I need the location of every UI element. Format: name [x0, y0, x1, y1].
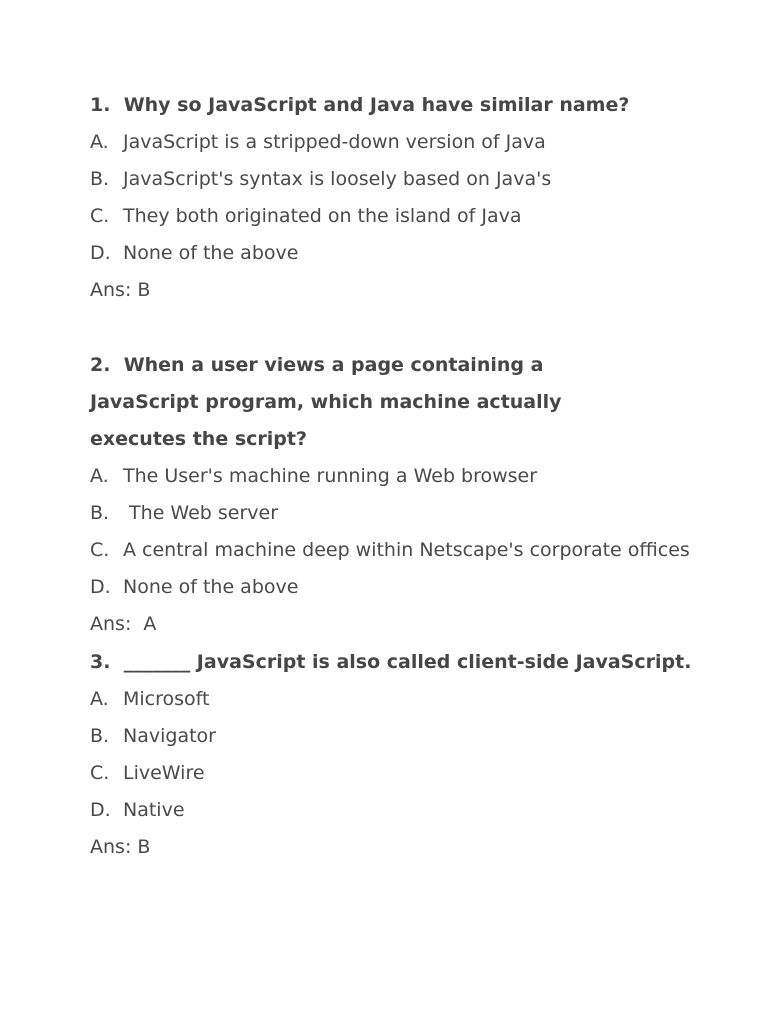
question-2-stem — [90, 347, 650, 458]
option-d — [90, 792, 730, 829]
option-letter: C. — [90, 539, 110, 561]
answer-line: Ans: A — [90, 613, 157, 635]
option-a — [90, 124, 730, 161]
option-b — [90, 718, 730, 755]
option-c — [90, 755, 730, 792]
option-b — [90, 161, 730, 198]
option-letter: B. — [90, 502, 110, 524]
option-text: LiveWire — [123, 762, 205, 784]
question-number: 3. — [90, 651, 111, 673]
option-a — [90, 458, 650, 495]
option-text: None of the above — [123, 242, 299, 264]
question-3-stem — [90, 644, 730, 681]
option-letter: A. — [90, 465, 109, 487]
option-text: The Web server — [123, 502, 279, 524]
option-letter: B. — [90, 168, 110, 190]
option-text: A central machine deep within Netscape's corporate offices — [123, 539, 690, 561]
question-1 — [90, 87, 730, 309]
option-letter: D. — [90, 576, 111, 598]
option-a — [90, 681, 730, 718]
option-text: They both originated on the island of Java — [123, 205, 522, 227]
question-2 — [90, 347, 690, 643]
option-letter: A. — [90, 131, 109, 153]
question-number: 1. — [90, 94, 111, 116]
option-d — [90, 569, 650, 606]
question-1-stem — [90, 87, 730, 124]
option-c — [90, 532, 690, 569]
question-text: Why so JavaScript and Java have similar name? — [123, 94, 630, 116]
question-3 — [90, 644, 730, 866]
option-text: Navigator — [123, 725, 216, 747]
option-b — [90, 495, 650, 532]
option-letter: C. — [90, 762, 110, 784]
option-letter: B. — [90, 725, 110, 747]
option-text: JavaScript's syntax is loosely based on Java's — [123, 168, 552, 190]
option-letter: D. — [90, 242, 111, 264]
question-number: 2. — [90, 354, 111, 376]
option-text: JavaScript is a stripped-down version of Java — [123, 131, 546, 153]
answer-line: Ans: B — [90, 836, 151, 858]
option-c — [90, 198, 730, 235]
answer-line: Ans: B — [90, 279, 151, 301]
option-text: Native — [123, 799, 185, 821]
question-text: When a user views a page containing a JavaScript program, which machine actually executes the script? — [90, 354, 562, 450]
option-letter: D. — [90, 799, 111, 821]
option-letter: A. — [90, 688, 109, 710]
option-text: None of the above — [123, 576, 299, 598]
question-text: _______ JavaScript is also called client-side JavaScript. — [123, 651, 692, 673]
option-text: The User's machine running a Web browser — [123, 465, 538, 487]
option-d — [90, 235, 730, 272]
option-text: Microsoft — [123, 688, 210, 710]
option-letter: C. — [90, 205, 110, 227]
